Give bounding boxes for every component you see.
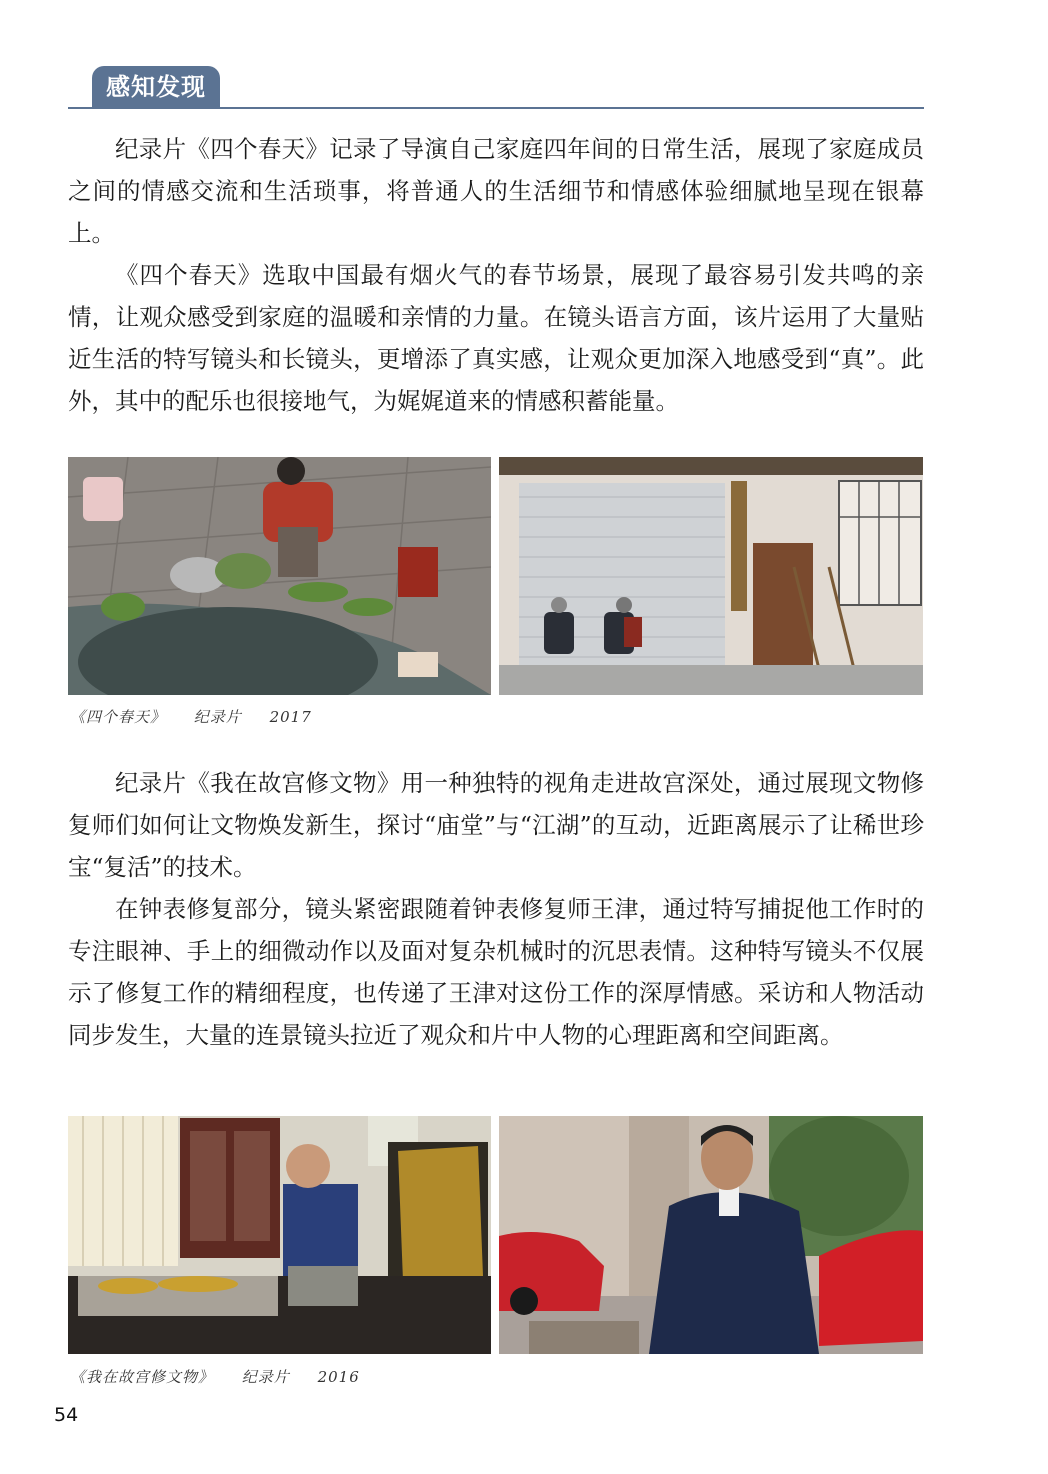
photo-cooking-overhead xyxy=(68,457,491,695)
text-block-four-springs xyxy=(68,128,924,422)
caption-film-title: 《我在故宫修文物》 xyxy=(70,1368,215,1386)
photo-restorer-workbench xyxy=(68,1116,491,1354)
page-number: 54 xyxy=(54,1404,79,1426)
paragraph: 纪录片《我在故宫修文物》用一种独特的视角走进故宫深处，通过展现文物修复师们如何让文物焕发新生，探讨“庙堂”与“江湖”的互动，近距离展示了让稀世珍宝“复活”的技术。 xyxy=(68,769,924,881)
header-divider xyxy=(68,107,924,109)
caption-film-year: 2017 xyxy=(269,708,312,726)
section-title-tab: 感知发现 xyxy=(92,66,220,108)
text-block-palace-museum xyxy=(68,762,924,1056)
photo-restorer-outdoor xyxy=(499,1116,923,1354)
caption-four-springs xyxy=(70,706,334,727)
photo-street-shutter xyxy=(499,457,923,695)
caption-palace-museum xyxy=(70,1366,382,1387)
caption-film-title: 《四个春天》 xyxy=(70,708,167,726)
caption-film-type: 纪录片 xyxy=(241,1368,290,1386)
paragraph: 在钟表修复部分，镜头紧密跟随着钟表修复师王津，通过特写捕捉他工作时的专注眼神、手上的细微动作以及面对复杂机械时的沉思表情。这种特写镜头不仅展示了修复工作的精细程度，也传递了王津对这份工作的深厚情感。采访和人物活动同步发生，大量的连景镜头拉近了观众和片中人物的心理距离和空间距离。 xyxy=(68,895,924,1049)
caption-film-type: 纪录片 xyxy=(193,708,242,726)
paragraph: 《四个春天》选取中国最有烟火气的春节场景，展现了最容易引发共鸣的亲情，让观众感受到家庭的温暖和亲情的力量。在镜头语言方面，该片运用了大量贴近生活的特写镜头和长镜头，更增添了真实感，让观众更加深入地感受到“真”。此外，其中的配乐也很接地气，为娓娓道来的情感积蓄能量。 xyxy=(68,261,924,415)
paragraph: 纪录片《四个春天》记录了导演自己家庭四年间的日常生活，展现了家庭成员之间的情感交流和生活琐事，将普通人的生活细节和情感体验细腻地呈现在银幕上。 xyxy=(68,135,924,247)
caption-film-year: 2016 xyxy=(317,1368,360,1386)
